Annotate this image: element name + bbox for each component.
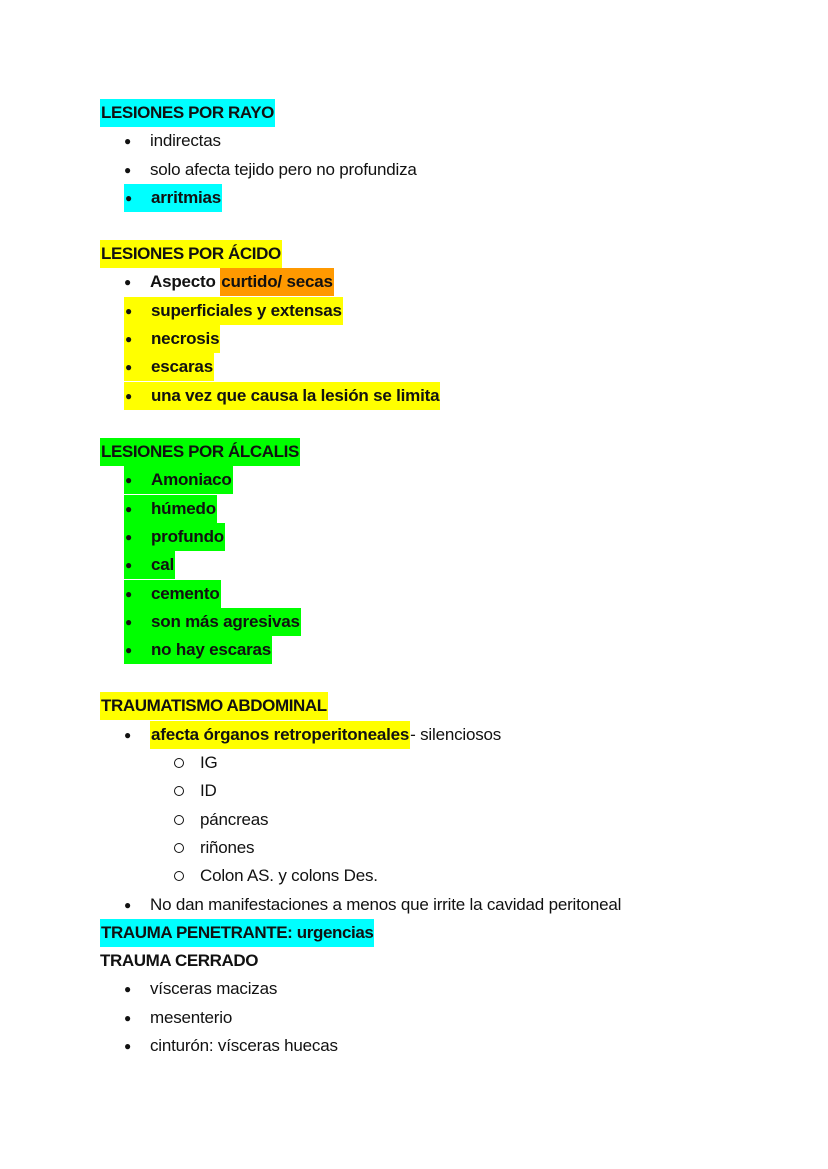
- list-item: ● vísceras macizas: [124, 975, 277, 1003]
- bullet-icon: ●: [125, 587, 133, 601]
- hollow-bullet-icon: [174, 815, 184, 825]
- bullet-icon: ●: [125, 360, 133, 374]
- bullet-icon: ●: [125, 502, 133, 516]
- bullet-icon: ●: [125, 191, 133, 205]
- bullet-icon: ●: [125, 332, 133, 346]
- bullet-icon: ●: [124, 982, 132, 996]
- list-item: ● afecta órganos retroperitoneales- silenciosos: [124, 721, 501, 749]
- bullet-icon: ●: [124, 728, 132, 742]
- bullet-icon: ●: [124, 898, 132, 912]
- list-item: ● solo afecta tejido pero no profundiza: [124, 156, 417, 184]
- bullet-icon: ●: [124, 163, 132, 177]
- bullet-icon: ●: [125, 615, 133, 629]
- hollow-bullet-icon: [174, 843, 184, 853]
- hollow-bullet-icon: [174, 758, 184, 768]
- bullet-icon: ●: [124, 275, 132, 289]
- bullet-icon: ●: [125, 304, 133, 318]
- heading-traumatismo-abdominal: TRAUMATISMO ABDOMINAL: [100, 692, 328, 720]
- bullet-icon: ●: [125, 389, 133, 403]
- list-item: ● Amoniaco: [124, 466, 233, 494]
- bullet-icon: ●: [125, 473, 133, 487]
- list-item: ● arritmias: [124, 184, 222, 212]
- list-item: ● húmedo: [124, 495, 217, 523]
- heading-trauma-penetrante: TRAUMA PENETRANTE: urgencias: [100, 919, 374, 947]
- sub-list-item: IG: [174, 749, 218, 777]
- heading-acido: LESIONES POR ÁCIDO: [100, 240, 282, 268]
- bullet-icon: ●: [124, 134, 132, 148]
- list-item: ● profundo: [124, 523, 225, 551]
- hollow-bullet-icon: [174, 786, 184, 796]
- heading-alcalis: LESIONES POR ÁLCALIS: [100, 438, 300, 466]
- bullet-icon: ●: [124, 1011, 132, 1025]
- sub-list-item: riñones: [174, 834, 254, 862]
- list-item: ● una vez que causa la lesión se limita: [124, 382, 440, 410]
- list-item: ● mesenterio: [124, 1004, 232, 1032]
- list-item: ● escaras: [124, 353, 214, 381]
- sub-list-item: páncreas: [174, 806, 268, 834]
- bullet-icon: ●: [124, 1039, 132, 1053]
- sub-list-item: ID: [174, 777, 217, 805]
- list-item: ● cinturón: vísceras huecas: [124, 1032, 338, 1060]
- list-item: ● No dan manifestaciones a menos que irrite la cavidad peritoneal: [124, 891, 621, 919]
- list-item: ● no hay escaras: [124, 636, 272, 664]
- hollow-bullet-icon: [174, 871, 184, 881]
- heading-rayo: LESIONES POR RAYO: [100, 99, 275, 127]
- list-item: ● necrosis: [124, 325, 220, 353]
- list-item: ● son más agresivas: [124, 608, 301, 636]
- list-item: ● Aspecto curtido/ secas: [124, 268, 334, 296]
- list-item: ● indirectas: [124, 127, 221, 155]
- bullet-icon: ●: [125, 643, 133, 657]
- list-item: ● cal: [124, 551, 175, 579]
- list-item: ● superficiales y extensas: [124, 297, 343, 325]
- sub-list-item: Colon AS. y colons Des.: [174, 862, 378, 890]
- list-item: ● cemento: [124, 580, 221, 608]
- bullet-icon: ●: [125, 530, 133, 544]
- heading-trauma-cerrado: TRAUMA CERRADO: [100, 951, 259, 970]
- bullet-icon: ●: [125, 558, 133, 572]
